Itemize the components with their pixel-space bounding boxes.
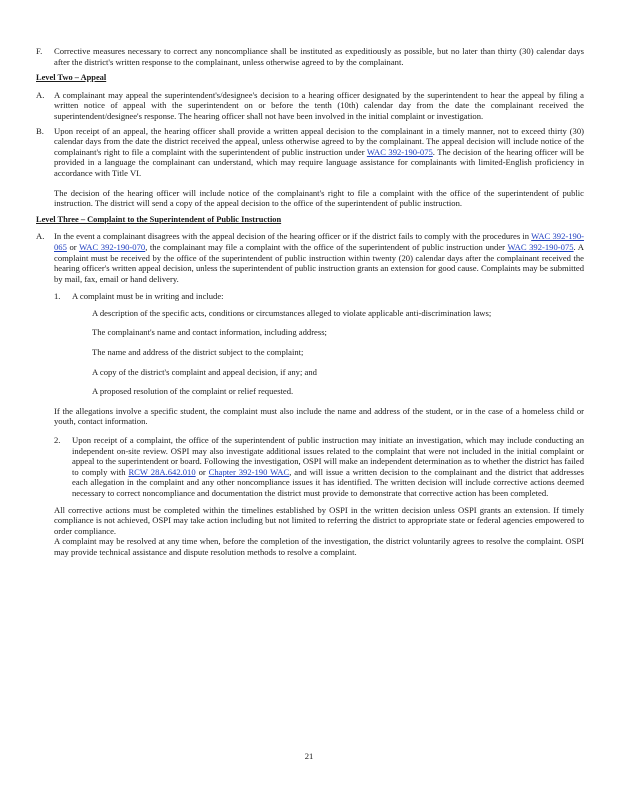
chapter-wac-link[interactable]: Chapter 392-190 WAC — [208, 466, 290, 477]
level-three-a-text: In the event a complainant disagrees with the appeal decision of the hearing officer or if the district fails to comply with the procedures in — [54, 231, 530, 242]
bullet-item — [36, 367, 584, 378]
level-two-a-text: A complainant may appeal the superintendent's/designee's decision to a hearing officer designated by the superintendent to hear the appeal by filing a written notice of appeal with the superintendent on or before the tenth (10th) calendar day from the date the complainant received the superintendent/designee's response. The hearing officer shall not have been involved in the initial complaint or investigation. — [54, 89, 584, 121]
bullet-text: A proposed resolution of the complaint or relief requested. — [92, 386, 294, 397]
item-2-marker: 2. — [54, 435, 61, 446]
closing-corrective-actions: All corrective actions must be completed within the timelines established by OSPI in the written decision unless OSPI grants an extension. If timely compliance is not achieved, OSPI may take action including but not limited to referring the district to appropriate state or federal agencies empowered to order compliance. — [54, 504, 584, 536]
level-two-b-marker: B. — [36, 125, 44, 136]
level-three-item-2 — [36, 435, 584, 499]
level-three-a-or: or — [69, 241, 77, 252]
level-three-heading: Level Three – Complaint to the Superintendent of Public Instruction — [36, 214, 282, 224]
bullet-item — [36, 347, 584, 358]
wac-075-link-2[interactable]: WAC 392-190-075 — [507, 241, 574, 252]
item-2-text-cont: , and will issue a written decision to the complainant and the district that addresses each allegation in the complaint and any other noncompliance issues it has identified. The written decision will include corrective actions deemed necessary to correct noncompliance and documentation the district must provide to demonstrate that corrective action has been completed. — [72, 466, 584, 498]
level-three-item-1 — [36, 291, 584, 302]
rcw-link[interactable]: RCW 28A.642.010 — [128, 466, 196, 477]
document-page — [36, 46, 584, 558]
bullet-item — [36, 308, 584, 319]
item-2-text: Upon receipt of a complaint, the office of the superintendent of public instruction may initiate an investigation, which may include conducting an independent on-site review. OSPI may also investigate additional issues related to the complaint that were not included in the initial complaint or appeal to the superintendent or board. Following the investigation, OSPI will make an independent determination as to whether the district has failed to comply with — [72, 435, 584, 477]
level-two-b-text: Upon receipt of an appeal, the hearing officer shall provide a written appeal decision to the complainant in a timely manner, not to exceed thirty (30) calendar days from the date the district received the appeal, unless otherwise agreed to by the complainant. The appeal decision will include notice of the complainant's right to file a complaint with the superintendent of public instruction under — [54, 125, 584, 157]
student-allegations-text: If the allegations involve a specific student, the complaint must also include the name and address of the student, or in the case of a homeless child or youth, contact information. — [54, 405, 584, 427]
level-three-a-text-3: . A complaint must be received by the office of the superintendent of public instruction within twenty (20) calendar days after the complainant received the hearing officer's written appeal decision, unless the superintendent of public instruction grants an extension for good cause. Complaints may be submitted by mail, fax, email or hand delivery. — [54, 241, 585, 284]
bullet-text: The name and address of the district subject to the complaint; — [92, 347, 304, 358]
section-f-text: Corrective measures necessary to correct any noncompliance shall be instituted as expeditiously as possible, but no later than thirty (30) calendar days after the district's written response to the complainant, unless otherwise agreed to by the complainant. — [54, 46, 584, 67]
section-f-marker: F. — [36, 46, 43, 56]
wac-075-link[interactable]: WAC 392-190-075 — [366, 146, 433, 157]
bullet-text: A copy of the district's complaint and appeal decision, if any; and — [92, 366, 317, 377]
level-two-b-notice: The decision of the hearing officer will include notice of the complainant's right to file a complaint with the office of the superintendent of public instruction. The district will send a copy of the appeal decision to the office of the superintendent of public instruction. — [54, 187, 584, 209]
level-two-item-b — [36, 126, 584, 209]
level-two-heading: Level Two – Appeal — [36, 73, 107, 83]
closing-resolution: A complaint may be resolved at any time when, before the completion of the investigation, the district voluntarily agrees to resolve the complaint. OSPI may provide technical assistance and dispute resolution methods to resolve a complaint. — [54, 536, 584, 557]
item-1-text: A complaint must be in writing and include: — [72, 291, 224, 302]
level-three-a-text-2: , the complainant may file a complaint with the office of the superintendent of public instruction under — [145, 241, 506, 252]
bullet-text: The complainant's name and contact information, including address; — [92, 327, 327, 338]
item-1-marker: 1. — [54, 291, 61, 302]
bullet-item — [36, 386, 584, 397]
wac-070-link[interactable]: WAC 392-190-070 — [79, 241, 146, 252]
page-number: 21 — [304, 751, 314, 761]
bullet-text: A description of the specific acts, conditions or circumstances alleged to violate applicable anti-discrimination laws; — [92, 307, 492, 318]
section-f — [36, 46, 584, 67]
level-two-a-marker: A. — [36, 89, 45, 100]
item-2-or: or — [198, 466, 206, 477]
level-two-item-a — [36, 90, 584, 122]
level-three-item-a — [36, 231, 584, 284]
wac-065-link[interactable]: WAC 392-190-065 — [54, 231, 584, 252]
level-two-b-text-cont: . The decision of the hearing officer will be provided in a language the complainant can understand, which may require language assistance for complainants with limited-English proficiency in accordance with Title VI. — [54, 146, 584, 178]
level-three-a-marker: A. — [36, 231, 45, 242]
bullet-item — [36, 327, 584, 338]
